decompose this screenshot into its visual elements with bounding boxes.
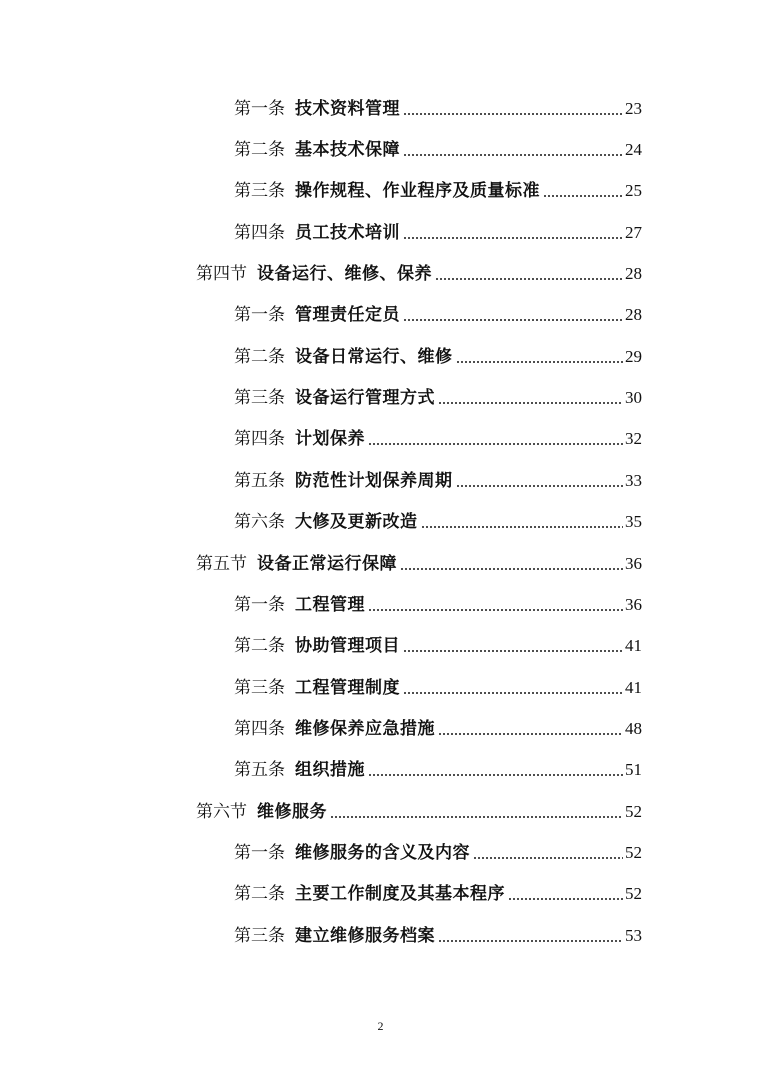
toc-entry[interactable] [234,511,642,533]
toc-entry-page: 27 [625,223,642,242]
dot-leader [403,649,623,653]
toc-entry-number: 第四条 [234,719,285,739]
toc-entry[interactable] [234,222,642,244]
toc-entry-page: 41 [625,636,642,655]
toc-section-number: 第四节 [196,264,247,284]
dot-leader [403,236,623,240]
toc-entry-number: 第二条 [234,636,285,656]
toc-section-page: 28 [625,264,642,283]
toc-entry-title: 工程管理 [295,595,365,615]
toc-entry[interactable] [234,635,642,657]
dot-leader [403,153,623,157]
dot-leader [421,525,624,529]
dot-leader [435,277,623,281]
toc-entry-page: 33 [625,471,642,490]
toc-entry-number: 第一条 [234,99,285,119]
toc-entry[interactable] [234,139,642,161]
toc-entry-page: 25 [625,181,642,200]
toc-entry-number: 第五条 [234,471,285,491]
toc-entry-page: 52 [625,843,642,862]
toc-entry-page: 48 [625,719,642,738]
toc-section[interactable] [196,801,642,823]
toc-section-title: 设备正常运行保障 [257,554,397,574]
toc-entry-number: 第三条 [234,181,285,201]
toc-entry[interactable] [234,842,642,864]
dot-leader [456,484,624,488]
toc-entry-number: 第六条 [234,512,285,532]
toc-entry[interactable] [234,925,642,947]
dot-leader [368,442,623,446]
toc-entry-title: 大修及更新改造 [295,512,418,532]
toc-section-title: 设备运行、维修、保养 [257,264,432,284]
toc-entry-page: 52 [625,884,642,903]
toc-entry-title: 技术资料管理 [295,99,400,119]
toc-entry-page: 53 [625,926,642,945]
dot-leader [403,112,623,116]
toc-entry-number: 第三条 [234,926,285,946]
toc-entry[interactable] [234,759,642,781]
toc-entry[interactable] [234,883,642,905]
toc-entry-page: 30 [625,388,642,407]
dot-leader [438,732,623,736]
toc-entry-page: 51 [625,760,642,779]
page-number: 2 [377,1019,384,1033]
toc-entry-number: 第二条 [234,140,285,160]
toc-entry-page: 36 [625,595,642,614]
toc-entry-number: 第三条 [234,678,285,698]
toc-entry[interactable] [234,346,642,368]
dot-leader [330,815,623,819]
toc-entry-title: 基本技术保障 [295,140,400,160]
dot-leader [368,773,623,777]
toc-entry[interactable] [234,677,642,699]
dot-leader [543,194,623,198]
dot-leader [403,318,623,322]
toc-section[interactable] [196,263,642,285]
dot-leader [400,567,623,571]
toc-entry[interactable] [234,594,642,616]
toc-entry-title: 操作规程、作业程序及质量标准 [295,181,540,201]
toc-entry-number: 第二条 [234,347,285,367]
toc-entry-number: 第一条 [234,843,285,863]
toc-section-number: 第五节 [196,554,247,574]
toc-entry-number: 第二条 [234,884,285,904]
dot-leader [456,360,624,364]
toc-entry-title: 管理责任定员 [295,305,400,325]
toc-entry-number: 第一条 [234,595,285,615]
toc-entry-title: 建立维修服务档案 [295,926,435,946]
toc-entry-title: 防范性计划保养周期 [295,471,453,491]
toc-entry-page: 23 [625,99,642,118]
toc-entry-page: 29 [625,347,642,366]
dot-leader [473,856,623,860]
toc-entry[interactable] [234,428,642,450]
toc-entry-page: 35 [625,512,642,531]
toc-section-page: 36 [625,554,642,573]
toc-entry-title: 工程管理制度 [295,678,400,698]
toc-entry[interactable] [234,304,642,326]
toc-section-title: 维修服务 [257,802,327,822]
dot-leader [438,401,623,405]
toc-entry-number: 第四条 [234,223,285,243]
toc-section-number: 第六节 [196,802,247,822]
toc-section-page: 52 [625,802,642,821]
toc-entry[interactable] [234,98,642,120]
toc-entry-title: 维修保养应急措施 [295,719,435,739]
toc-entry-page: 28 [625,305,642,324]
toc-entry[interactable] [234,387,642,409]
toc-entry[interactable] [234,718,642,740]
toc-entry[interactable] [234,180,642,202]
toc-entry[interactable] [234,470,642,492]
toc-entry-number: 第五条 [234,760,285,780]
toc-entry-title: 计划保养 [295,429,365,449]
dot-leader [508,897,623,901]
toc-section[interactable] [196,553,642,575]
toc-entry-title: 设备运行管理方式 [295,388,435,408]
toc-entry-page: 32 [625,429,642,448]
toc-entry-number: 第三条 [234,388,285,408]
toc-entry-number: 第一条 [234,305,285,325]
toc-entry-page: 24 [625,140,642,159]
toc-entry-title: 协助管理项目 [295,636,400,656]
toc-entry-title: 主要工作制度及其基本程序 [295,884,505,904]
toc-entry-number: 第四条 [234,429,285,449]
toc-entry-title: 设备日常运行、维修 [295,347,453,367]
toc-entry-title: 员工技术培训 [295,223,400,243]
toc-entry-title: 维修服务的含义及内容 [295,843,470,863]
toc-entry-page: 41 [625,678,642,697]
dot-leader [403,691,623,695]
toc-entry-title: 组织措施 [295,760,365,780]
dot-leader [368,608,623,612]
dot-leader [438,939,623,943]
